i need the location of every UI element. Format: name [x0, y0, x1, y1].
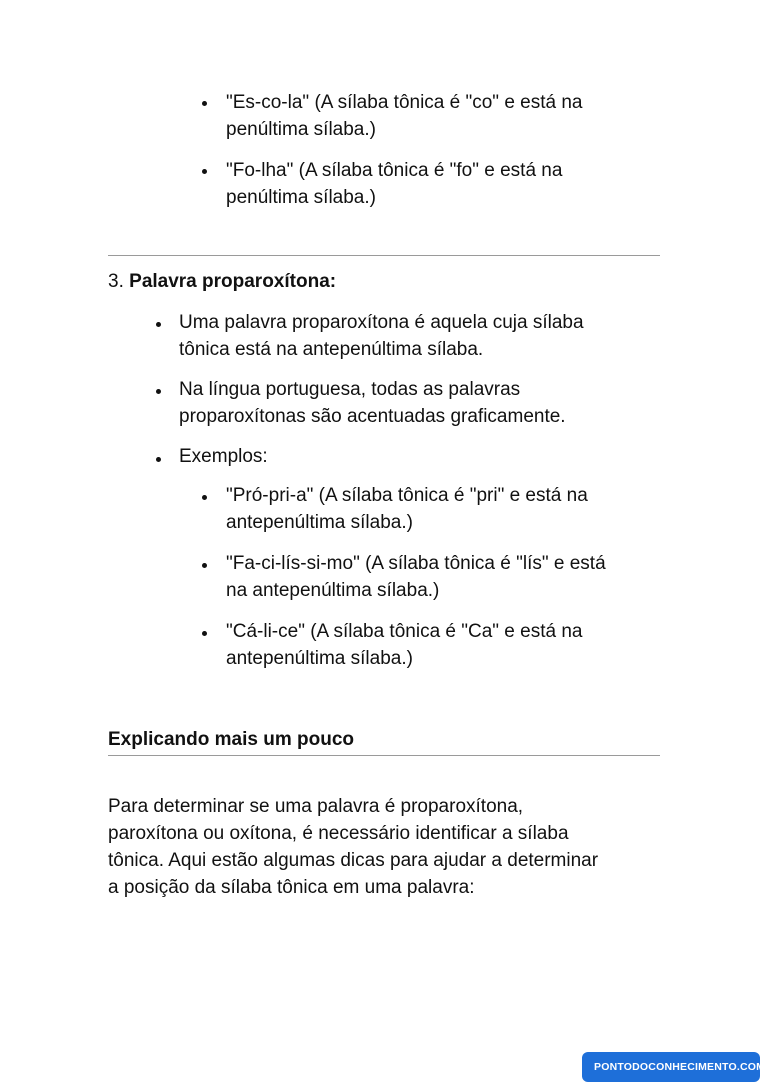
brand-label: PONTODOCONHECIMENTO.COM — [594, 1061, 766, 1073]
bullet-icon — [202, 169, 207, 174]
bullet-icon — [202, 563, 207, 568]
bullet-icon — [202, 495, 207, 500]
bullet-icon — [202, 631, 207, 636]
paragraph-line: paroxítona ou oxítona, é necessário identificar a sílaba — [108, 823, 569, 844]
item-line: Exemplos: — [179, 446, 268, 467]
section-title: Palavra proparoxítona: — [129, 271, 337, 292]
item-line: "Fo-lha" (A sílaba tônica é "fo" e está na — [226, 160, 563, 181]
bullet-icon — [156, 322, 161, 327]
item-line: penúltima sílaba.) — [226, 187, 376, 208]
item-line: Uma palavra proparoxítona é aquela cuja sílaba — [179, 312, 584, 333]
explain-heading: Explicando mais um pouco — [108, 729, 354, 750]
bullet-icon — [202, 101, 207, 106]
site-badge[interactable] — [582, 1052, 766, 1082]
paragraph-line: tônica. Aqui estão algumas dicas para ajudar a determinar — [108, 850, 599, 871]
divider — [108, 755, 660, 756]
section-heading — [108, 268, 336, 295]
item-line: "Pró-pri-a" (A sílaba tônica é "pri" e está na — [226, 485, 588, 506]
item-line: "Fa-ci-lís-si-mo" (A sílaba tônica é "lís" e está — [226, 553, 606, 574]
bullet-icon — [156, 389, 161, 394]
item-line: antepenúltima sílaba.) — [226, 648, 413, 669]
item-line: "Es-co-la" (A sílaba tônica é "co" e está na — [226, 92, 583, 113]
item-line: na antepenúltima sílaba.) — [226, 580, 440, 601]
bullet-icon — [156, 457, 161, 462]
paragraph-line: Para determinar se uma palavra é proparoxítona, — [108, 796, 524, 817]
item-line: tônica está na antepenúltima sílaba. — [179, 339, 484, 360]
section-number: 3. — [108, 271, 124, 292]
divider — [108, 255, 660, 256]
item-line: "Cá-li-ce" (A sílaba tônica é "Ca" e está na — [226, 621, 583, 642]
item-line: proparoxítonas são acentuadas graficamente. — [179, 406, 566, 427]
explain-paragraph — [108, 793, 668, 901]
item-line: antepenúltima sílaba.) — [226, 512, 413, 533]
paragraph-line: a posição da sílaba tônica em uma palavra: — [108, 877, 475, 898]
item-line: Na língua portuguesa, todas as palavras — [179, 379, 521, 400]
item-line: penúltima sílaba.) — [226, 119, 376, 140]
